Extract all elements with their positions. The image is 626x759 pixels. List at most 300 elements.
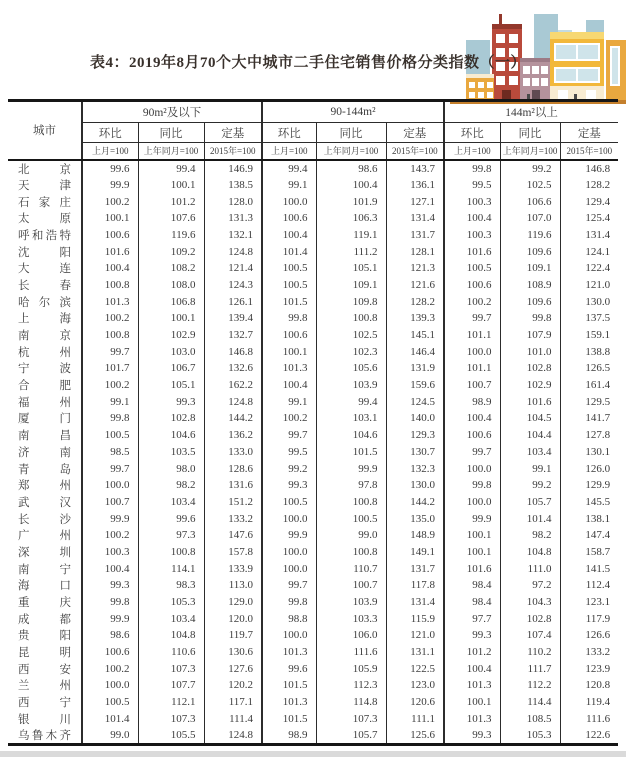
- index-value: 100.4: [262, 227, 316, 244]
- index-value: 117.9: [585, 612, 611, 625]
- table-row: [8, 327, 618, 344]
- index-value: 99.0: [82, 727, 138, 745]
- city-name: 乌鲁木齐: [8, 727, 82, 745]
- index-value: 106.6: [500, 193, 560, 210]
- index-value: 114.8: [316, 694, 386, 711]
- index-value: 100.4: [82, 260, 138, 277]
- index-value: 101.7: [82, 360, 138, 377]
- index-value: 101.5: [262, 293, 316, 310]
- index-value: 99.6: [262, 660, 316, 677]
- base-label-2015: 2015年=100: [386, 143, 444, 160]
- index-value: 139.4: [204, 310, 262, 327]
- index-value: 126.5: [585, 362, 611, 375]
- index-value: 161.4: [585, 379, 611, 392]
- index-value: 99.0: [316, 527, 386, 544]
- index-value: 141.5: [585, 562, 611, 575]
- index-value: 100.4: [444, 210, 500, 227]
- index-value: 145.1: [386, 327, 444, 344]
- index-value: 101.9: [316, 193, 386, 210]
- index-value: 140.0: [386, 410, 444, 427]
- index-value: 112.2: [500, 677, 560, 694]
- index-value: 162.2: [204, 377, 262, 394]
- city-name: 贵阳: [8, 627, 82, 644]
- index-value: 105.1: [316, 260, 386, 277]
- table-row: [8, 510, 618, 527]
- index-value: 159.1: [585, 329, 611, 342]
- index-value: 98.4: [444, 594, 500, 611]
- index-value: 159.6: [386, 377, 444, 394]
- index-value: 146.9: [204, 160, 262, 177]
- index-value: 127.6: [204, 660, 262, 677]
- index-value: 119.6: [500, 227, 560, 244]
- index-value: 100.7: [316, 577, 386, 594]
- index-value: 109.8: [316, 293, 386, 310]
- table-row: [8, 277, 618, 294]
- city-name: 北京: [8, 160, 82, 177]
- index-value: 100.5: [444, 260, 500, 277]
- index-value: 99.4: [138, 160, 204, 177]
- index-value: 99.7: [82, 460, 138, 477]
- index-value: 99.8: [500, 310, 560, 327]
- index-value: 128.6: [204, 460, 262, 477]
- table-row: [8, 660, 618, 677]
- index-value: 121.0: [386, 627, 444, 644]
- index-value: 99.1: [262, 177, 316, 194]
- index-value: 126.1: [204, 293, 262, 310]
- index-value: 135.0: [386, 510, 444, 527]
- index-value: 108.5: [500, 711, 560, 728]
- index-value: 99.9: [82, 177, 138, 194]
- index-value: 101.5: [262, 711, 316, 728]
- index-value: 99.2: [500, 160, 560, 177]
- index-value: 144.2: [204, 410, 262, 427]
- index-value: 100.2: [262, 410, 316, 427]
- index-value: 100.0: [262, 193, 316, 210]
- index-value: 101.5: [262, 677, 316, 694]
- index-value: 101.4: [500, 510, 560, 527]
- index-value: 109.6: [500, 243, 560, 260]
- index-value: 99.3: [82, 577, 138, 594]
- index-value: 99.8: [262, 594, 316, 611]
- index-value: 125.4: [585, 212, 611, 225]
- index-value: 100.8: [138, 544, 204, 561]
- index-value: 100.8: [82, 277, 138, 294]
- index-value: 101.1: [444, 327, 500, 344]
- index-value: 99.7: [444, 310, 500, 327]
- city-name: 沈阳: [8, 243, 82, 260]
- col-header-fixed-base: 定基: [204, 123, 262, 143]
- index-value: 130.1: [585, 445, 611, 458]
- index-value: 111.6: [586, 712, 611, 725]
- index-value: 100.0: [82, 477, 138, 494]
- index-value: 100.1: [444, 694, 500, 711]
- page-title: 表4：2019年8月70个大中城市二手住宅销售价格分类指数（一）: [89, 55, 526, 71]
- index-value: 119.4: [585, 696, 611, 709]
- index-value: 100.1: [262, 343, 316, 360]
- index-value: 131.7: [386, 227, 444, 244]
- index-value: 101.3: [444, 677, 500, 694]
- city-name: 深圳: [8, 544, 82, 561]
- index-value: 148.9: [386, 527, 444, 544]
- index-value: 133.0: [204, 444, 262, 461]
- index-value: 100.7: [82, 494, 138, 511]
- index-value: 131.4: [386, 210, 444, 227]
- index-value: 122.5: [386, 660, 444, 677]
- table-row: [8, 193, 618, 210]
- index-value: 111.6: [316, 644, 386, 661]
- index-value: 100.7: [444, 377, 500, 394]
- index-value: 100.0: [444, 494, 500, 511]
- index-value: 104.8: [500, 544, 560, 561]
- index-value: 107.6: [138, 210, 204, 227]
- index-value: 107.7: [138, 677, 204, 694]
- index-value: 117.8: [386, 577, 444, 594]
- index-value: 128.2: [386, 293, 444, 310]
- index-value: 136.2: [204, 427, 262, 444]
- index-value: 105.7: [316, 727, 386, 745]
- index-value: 128.2: [585, 178, 611, 191]
- index-value: 99.8: [444, 160, 500, 177]
- city-name: 济南: [8, 444, 82, 461]
- index-value: 100.1: [444, 527, 500, 544]
- table-row: [8, 177, 618, 194]
- index-value: 99.1: [82, 393, 138, 410]
- index-value: 109.1: [316, 277, 386, 294]
- city-name: 武汉: [8, 494, 82, 511]
- index-value: 100.6: [444, 427, 500, 444]
- index-value: 100.5: [82, 694, 138, 711]
- index-value: 99.3: [262, 477, 316, 494]
- index-value: 138.8: [585, 345, 611, 358]
- index-value: 102.8: [500, 610, 560, 627]
- index-value: 147.4: [585, 529, 611, 542]
- index-value: 112.1: [138, 694, 204, 711]
- index-value: 111.1: [386, 711, 444, 728]
- index-value: 157.8: [204, 544, 262, 561]
- table-row: [8, 410, 618, 427]
- index-value: 99.7: [262, 577, 316, 594]
- index-value: 107.3: [138, 660, 204, 677]
- index-value: 127.1: [386, 193, 444, 210]
- col-header-mom: 环比: [262, 123, 316, 143]
- index-value: 121.3: [386, 260, 444, 277]
- index-value: 146.8: [204, 343, 262, 360]
- index-value: 131.4: [386, 594, 444, 611]
- table-row: [8, 544, 618, 561]
- index-value: 103.4: [500, 444, 560, 461]
- index-value: 111.7: [500, 660, 560, 677]
- index-value: 101.6: [500, 393, 560, 410]
- city-name: 广州: [8, 527, 82, 544]
- index-value: 100.2: [82, 527, 138, 544]
- index-value: 108.0: [138, 277, 204, 294]
- index-value: 105.1: [138, 377, 204, 394]
- index-value: 124.3: [204, 277, 262, 294]
- table-row: [8, 460, 618, 477]
- city-name: 合肥: [8, 377, 82, 394]
- index-value: 100.6: [444, 277, 500, 294]
- index-value: 100.5: [262, 277, 316, 294]
- index-value: 131.6: [204, 477, 262, 494]
- index-value: 104.8: [138, 627, 204, 644]
- index-value: 111.4: [204, 711, 262, 728]
- index-value: 112.4: [585, 579, 611, 592]
- index-value: 98.9: [444, 393, 500, 410]
- city-name: 太原: [8, 210, 82, 227]
- index-value: 146.4: [386, 343, 444, 360]
- index-value: 100.6: [262, 327, 316, 344]
- table-row: [8, 677, 618, 694]
- table-row: [8, 293, 618, 310]
- index-value: 107.9: [500, 327, 560, 344]
- index-value: 106.8: [138, 293, 204, 310]
- index-value: 101.6: [82, 243, 138, 260]
- index-value: 99.6: [138, 510, 204, 527]
- index-value: 101.3: [262, 360, 316, 377]
- city-name: 海口: [8, 577, 82, 594]
- index-value: 128.0: [204, 193, 262, 210]
- index-value: 100.6: [82, 644, 138, 661]
- index-value: 101.1: [444, 360, 500, 377]
- city-name: 厦门: [8, 410, 82, 427]
- index-value: 105.3: [500, 727, 560, 745]
- index-value: 107.0: [500, 210, 560, 227]
- index-value: 145.5: [585, 495, 611, 508]
- index-value: 109.2: [138, 243, 204, 260]
- index-value: 110.6: [138, 644, 204, 661]
- index-value: 98.3: [138, 577, 204, 594]
- index-value: 100.0: [444, 460, 500, 477]
- index-value: 99.3: [444, 727, 500, 745]
- index-value: 119.7: [204, 627, 262, 644]
- index-value: 99.9: [82, 610, 138, 627]
- city-name: 哈尔滨: [8, 293, 82, 310]
- col-header-fixed-base: 定基: [386, 123, 444, 143]
- index-value: 98.8: [262, 610, 316, 627]
- index-value: 129.4: [585, 195, 611, 208]
- table-body: [8, 160, 618, 745]
- index-value: 132.3: [386, 460, 444, 477]
- index-value: 129.9: [585, 479, 611, 492]
- city-name: 青岛: [8, 460, 82, 477]
- index-value: 100.4: [82, 560, 138, 577]
- index-value: 103.3: [316, 610, 386, 627]
- table-row: [8, 560, 618, 577]
- index-value: 126.6: [585, 629, 611, 642]
- index-value: 101.3: [444, 711, 500, 728]
- table-row: [8, 160, 618, 177]
- index-value: 99.4: [262, 160, 316, 177]
- index-value: 120.6: [386, 694, 444, 711]
- index-value: 99.8: [262, 310, 316, 327]
- page-bottom-strip: [0, 751, 626, 757]
- city-name: 南宁: [8, 560, 82, 577]
- index-value: 144.2: [386, 494, 444, 511]
- index-value: 99.5: [262, 444, 316, 461]
- index-value: 98.4: [444, 577, 500, 594]
- index-value: 121.0: [585, 278, 611, 291]
- index-value: 129.0: [204, 594, 262, 611]
- index-value: 97.2: [500, 577, 560, 594]
- index-value: 131.4: [585, 228, 611, 241]
- index-value: 101.3: [262, 644, 316, 661]
- city-name: 上海: [8, 310, 82, 327]
- table-row: [8, 377, 618, 394]
- table-row: [8, 594, 618, 611]
- city-name: 西安: [8, 660, 82, 677]
- index-value: 126.0: [585, 462, 611, 475]
- index-value: 102.8: [500, 360, 560, 377]
- index-value: 100.6: [262, 210, 316, 227]
- index-value: 136.1: [386, 177, 444, 194]
- index-value: 128.1: [386, 243, 444, 260]
- index-value: 99.3: [444, 627, 500, 644]
- index-value: 97.8: [316, 477, 386, 494]
- index-value: 104.5: [500, 410, 560, 427]
- index-value: 99.7: [82, 343, 138, 360]
- index-value: 125.6: [386, 727, 444, 745]
- index-value: 106.7: [138, 360, 204, 377]
- index-value: 112.3: [316, 677, 386, 694]
- index-value: 132.7: [204, 327, 262, 344]
- index-value: 100.2: [82, 310, 138, 327]
- table-row: [8, 393, 618, 410]
- index-value: 100.0: [262, 510, 316, 527]
- index-value: 147.6: [204, 527, 262, 544]
- col-header-yoy: 同比: [316, 123, 386, 143]
- table-row: [8, 494, 618, 511]
- index-value: 131.9: [386, 360, 444, 377]
- index-value: 130.0: [386, 477, 444, 494]
- base-label-prev-month: 上月=100: [262, 143, 316, 160]
- index-value: 100.8: [316, 494, 386, 511]
- index-value: 123.0: [386, 677, 444, 694]
- city-name: 长春: [8, 277, 82, 294]
- index-value: 115.9: [386, 610, 444, 627]
- city-name: 西宁: [8, 694, 82, 711]
- index-value: 133.9: [204, 560, 262, 577]
- index-value: 98.6: [82, 627, 138, 644]
- table-row: [8, 477, 618, 494]
- base-label-same-month-last-year: 上年同月=100: [138, 143, 204, 160]
- index-value: 131.3: [204, 210, 262, 227]
- table-row: [8, 444, 618, 461]
- base-label-2015: 2015年=100: [560, 143, 618, 160]
- index-value: 129.3: [386, 427, 444, 444]
- base-label-prev-month: 上月=100: [444, 143, 500, 160]
- index-value: 103.5: [138, 444, 204, 461]
- index-value: 100.5: [316, 510, 386, 527]
- index-value: 98.9: [262, 727, 316, 745]
- index-value: 103.9: [316, 594, 386, 611]
- index-value: 100.6: [82, 227, 138, 244]
- index-value: 123.9: [585, 662, 611, 675]
- index-value: 100.2: [82, 660, 138, 677]
- group-header-90-144: 90-144m²: [262, 101, 444, 123]
- group-header-144-above: 144m²以上: [444, 101, 618, 123]
- table-row: [8, 610, 618, 627]
- index-value: 100.4: [444, 660, 500, 677]
- index-value: 129.5: [585, 395, 611, 408]
- index-value: 102.9: [500, 377, 560, 394]
- index-value: 98.0: [138, 460, 204, 477]
- index-value: 146.8: [585, 162, 611, 175]
- index-value: 101.3: [262, 694, 316, 711]
- index-value: 102.3: [316, 343, 386, 360]
- index-value: 98.6: [316, 160, 386, 177]
- index-value: 107.3: [138, 711, 204, 728]
- index-value: 102.8: [138, 410, 204, 427]
- index-value: 105.7: [500, 494, 560, 511]
- index-value: 99.2: [500, 477, 560, 494]
- index-value: 108.9: [500, 277, 560, 294]
- index-value: 100.2: [82, 377, 138, 394]
- city-name: 成都: [8, 610, 82, 627]
- index-value: 132.1: [204, 227, 262, 244]
- index-value: 99.9: [316, 460, 386, 477]
- index-value: 99.8: [82, 594, 138, 611]
- group-header-90-below: 90m²及以下: [82, 101, 262, 123]
- index-value: 98.5: [82, 444, 138, 461]
- index-value: 100.0: [262, 627, 316, 644]
- index-value: 133.2: [204, 510, 262, 527]
- index-value: 121.4: [204, 260, 262, 277]
- index-value: 101.2: [138, 193, 204, 210]
- index-value: 101.3: [82, 293, 138, 310]
- index-value: 99.1: [500, 460, 560, 477]
- index-value: 97.3: [138, 527, 204, 544]
- index-value: 113.0: [204, 577, 262, 594]
- index-value: 149.1: [386, 544, 444, 561]
- index-value: 121.6: [386, 277, 444, 294]
- index-value: 99.7: [262, 427, 316, 444]
- price-index-table: [8, 99, 618, 746]
- index-value: 100.1: [444, 544, 500, 561]
- city-column-header: 城市: [8, 101, 82, 160]
- index-value: 100.5: [262, 260, 316, 277]
- index-value: 100.4: [444, 410, 500, 427]
- table-row: [8, 360, 618, 377]
- col-header-fixed-base: 定基: [560, 123, 618, 143]
- index-value: 97.7: [444, 610, 500, 627]
- index-value: 99.5: [444, 177, 500, 194]
- index-value: 100.0: [444, 343, 500, 360]
- table-row: [8, 343, 618, 360]
- index-value: 100.5: [262, 494, 316, 511]
- index-value: 124.1: [585, 245, 611, 258]
- table-row: [8, 210, 618, 227]
- base-label-same-month-last-year: 上年同月=100: [500, 143, 560, 160]
- index-value: 103.1: [316, 410, 386, 427]
- index-value: 100.3: [82, 544, 138, 561]
- index-value: 101.2: [444, 644, 500, 661]
- index-value: 101.6: [444, 560, 500, 577]
- index-value: 103.9: [316, 377, 386, 394]
- index-value: 122.6: [585, 729, 611, 742]
- index-value: 110.2: [500, 644, 560, 661]
- table-row: [8, 627, 618, 644]
- index-value: 99.9: [82, 510, 138, 527]
- city-name: 长沙: [8, 510, 82, 527]
- index-value: 137.5: [585, 312, 611, 325]
- index-value: 99.9: [262, 527, 316, 544]
- index-value: 99.8: [444, 477, 500, 494]
- index-value: 104.4: [500, 427, 560, 444]
- index-value: 123.1: [585, 596, 611, 609]
- table-row: [8, 227, 618, 244]
- index-value: 138.1: [585, 512, 611, 525]
- index-value: 132.6: [204, 360, 262, 377]
